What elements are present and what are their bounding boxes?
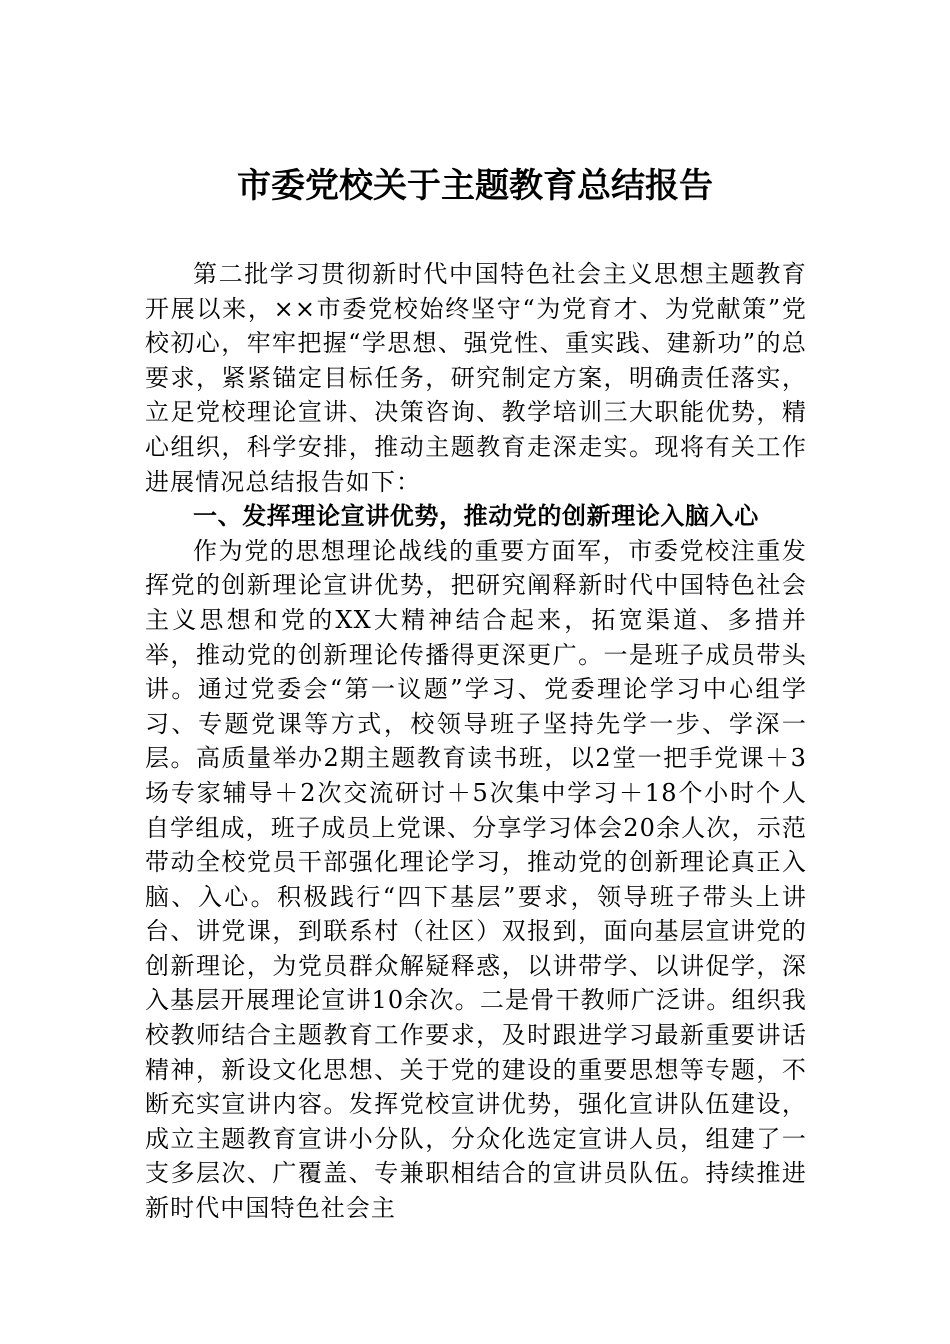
section-heading: 一、发挥理论宣讲优势，推动党的创新理论入脑入心 [193, 502, 759, 531]
document-body [145, 257, 807, 1226]
intro-paragraph: 第二批学习贯彻新时代中国特色社会主义思想主题教育开展以来，××市委党校始终坚守“为党育才、为党献策”党校初心，牢牢把握“学思想、强党性、重实践、建新功”的总要求，紧紧锚定目标任务，研究制定方案，明确责任落实，立足党校理论宣讲、决策咨询、教学培训三大职能优势，精心组织，科学安排，推动主题教育走深走实。现将有关工作进展情况总结报告如下： [145, 260, 807, 496]
document-title: 市委党校关于主题教育总结报告 [237, 166, 713, 206]
body-paragraph: 作为党的思想理论战线的重要方面军，市委党校注重发挥党的创新理论宣讲优势，把研究阐释新时代中国特色社会主义思想和党的XX大精神结合起来，拓宽渠道、多措并举，推动党的创新理论传播得更深更广。一是班子成员带头讲。通过党委会“第一议题”学习、党委理论学习中心组学习、专题党课等方式，校领导班子坚持先学一步、学深一层。高质量举办2期主题教育读书班，以2堂一把手党课＋3场专家辅导＋2次交流研讨＋5次集中学习＋18个小时个人自学组成，班子成员上党课、分享学习体会20余人次，示范带动全校党员干部强化理论学习，推动党的创新理论真正入脑、入心。积极践行“四下基层”要求，领导班子带头上讲台、讲党课，到联系村（社区）双报到，面向基层宣讲党的创新理论，为党员群众解疑释惑，以讲带学、以讲促学，深入基层开展理论宣讲10余次。二是骨干教师广泛讲。组织我校教师结合主题教育工作要求，及时跟进学习最新重要讲话精神，新设文化思想、关于党的建设的重要思想等专题，不断充实宣讲内容。发挥党校宣讲优势，强化宣讲队伍建设，成立主题教育宣讲小分队，分众化选定宣讲人员，组建了一支多层次、广覆盖、专兼职相结合的宣讲员队伍。持续推进新时代中国特色社会主 [145, 536, 807, 1223]
